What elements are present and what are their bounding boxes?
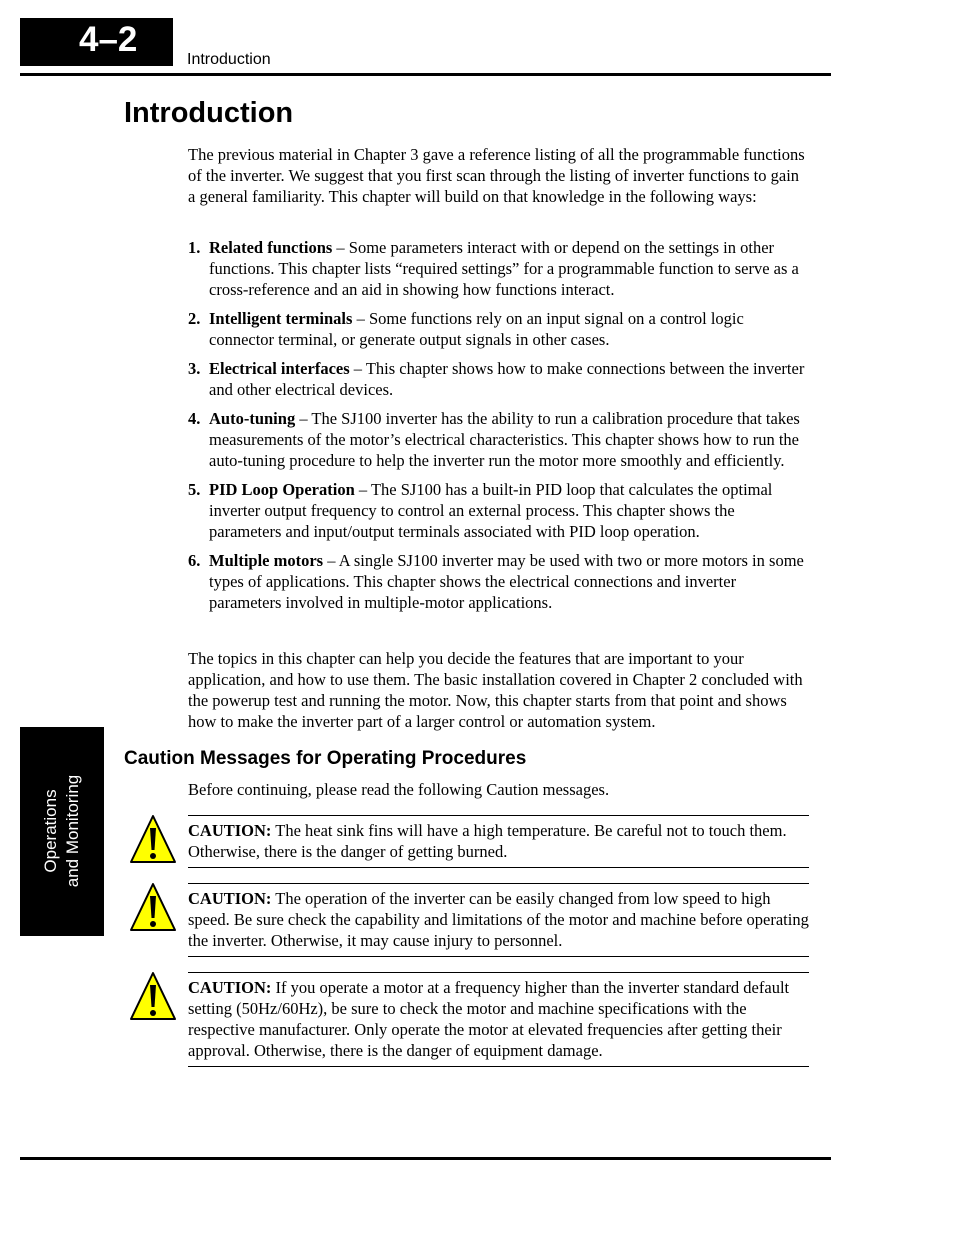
header-rule bbox=[20, 73, 831, 76]
list-term: Related functions bbox=[209, 238, 333, 257]
side-tab-label bbox=[40, 775, 84, 887]
list-term: Intelligent terminals bbox=[209, 309, 353, 328]
summary-paragraph bbox=[188, 648, 810, 732]
footer-rule bbox=[20, 1157, 831, 1160]
list-text: – Some functions rely on an input signal on a control logic connector terminal, or generate output signals in other cases. bbox=[209, 309, 744, 349]
list-text: – The SJ100 has a built-in PID loop that calculates the optimal inverter output frequency to control an external process. This chapter shows the parameters and input/output terminals associated with PID loop operation. bbox=[209, 480, 773, 541]
list-text: – This chapter shows how to make connections between the inverter and other electrical devices. bbox=[209, 359, 805, 399]
list-number: 3. bbox=[188, 359, 201, 378]
list-text: – Some parameters interact with or depend on the settings in other functions. This chapter lists “required settings” for a programmable function to serve as a cross-reference and an aid in showing how functions interact. bbox=[209, 238, 799, 299]
running-head: Introduction bbox=[187, 51, 271, 68]
list-item bbox=[188, 479, 810, 542]
caution-text: The heat sink fins will have a high temperature. Be careful not to touch them. Otherwise, there is the danger of getting burned. bbox=[188, 821, 787, 861]
caution-box bbox=[188, 883, 809, 957]
list-term: Electrical interfaces bbox=[209, 359, 350, 378]
caution-box bbox=[188, 972, 809, 1067]
list-text: – The SJ100 inverter has the ability to run a calibration procedure that takes measurements of the motor’s electrical characteristics. This chapter shows how to run the auto-tuning procedure to help the inverter run the motor more smoothly and efficiently. bbox=[209, 409, 800, 470]
caution-label: CAUTION: bbox=[188, 978, 272, 997]
list-item bbox=[188, 308, 810, 350]
caution-label: CAUTION: bbox=[188, 821, 272, 840]
list-number: 4. bbox=[188, 409, 201, 428]
feature-list bbox=[188, 237, 810, 621]
summary-text: The topics in this chapter can help you decide the features that are important to your application, and how to use them. The basic installation covered in Chapter 2 concluded with the powerup test and running the motor. Now, this chapter starts from that point and shows how to make the inverter part of a larger control or automation system. bbox=[188, 649, 803, 731]
side-tab-line1: Operations bbox=[41, 789, 60, 873]
intro-paragraph bbox=[188, 144, 810, 207]
list-item bbox=[188, 358, 810, 400]
warning-triangle-icon bbox=[129, 814, 177, 864]
list-item bbox=[188, 550, 810, 613]
warning-triangle-icon bbox=[129, 971, 177, 1021]
list-term: Multiple motors bbox=[209, 551, 324, 570]
list-number: 2. bbox=[188, 309, 201, 328]
list-item bbox=[188, 408, 810, 471]
caution-box bbox=[188, 815, 809, 868]
list-text: – A single SJ100 inverter may be used with two or more motors in some types of applications. This chapter shows the electrical connections and inverter parameters involved in multiple-motor applications. bbox=[209, 551, 804, 612]
caution-label: CAUTION: bbox=[188, 889, 272, 908]
side-tab-line2: and Monitoring bbox=[63, 774, 82, 888]
warning-triangle-icon bbox=[129, 882, 177, 932]
list-number: 1. bbox=[188, 238, 201, 257]
section-intro bbox=[188, 779, 810, 800]
caution-text: The operation of the inverter can be easily changed from low speed to high speed. Be sure check the capability and limitations of the motor and machine before operating the inverter. Otherwise, it may cause injury to personnel. bbox=[188, 889, 809, 950]
list-term: PID Loop Operation bbox=[209, 480, 355, 499]
page-title: Introduction bbox=[124, 97, 294, 129]
caution-text: If you operate a motor at a frequency higher than the inverter standard default setting (50Hz/60Hz), be sure to check the motor and machine specifications with the respective manufacturer. Only operate the motor at elevated frequencies after getting their approval. Otherwise, there is the danger of equipment damage. bbox=[188, 978, 790, 1060]
list-item bbox=[188, 237, 810, 300]
list-number: 6. bbox=[188, 551, 201, 570]
list-number: 5. bbox=[188, 480, 201, 499]
section-intro-text: Before continuing, please read the following Caution messages. bbox=[188, 780, 610, 799]
intro-text: The previous material in Chapter 3 gave a reference listing of all the programmable functions of the inverter. We suggest that you first scan through the listing of inverter functions to gain a general familiarity. This chapter will build on that knowledge in the following ways: bbox=[188, 145, 805, 206]
list-term: Auto-tuning bbox=[209, 409, 296, 428]
section-heading: Caution Messages for Operating Procedures bbox=[124, 748, 527, 769]
page-number: 4–2 bbox=[79, 20, 138, 59]
